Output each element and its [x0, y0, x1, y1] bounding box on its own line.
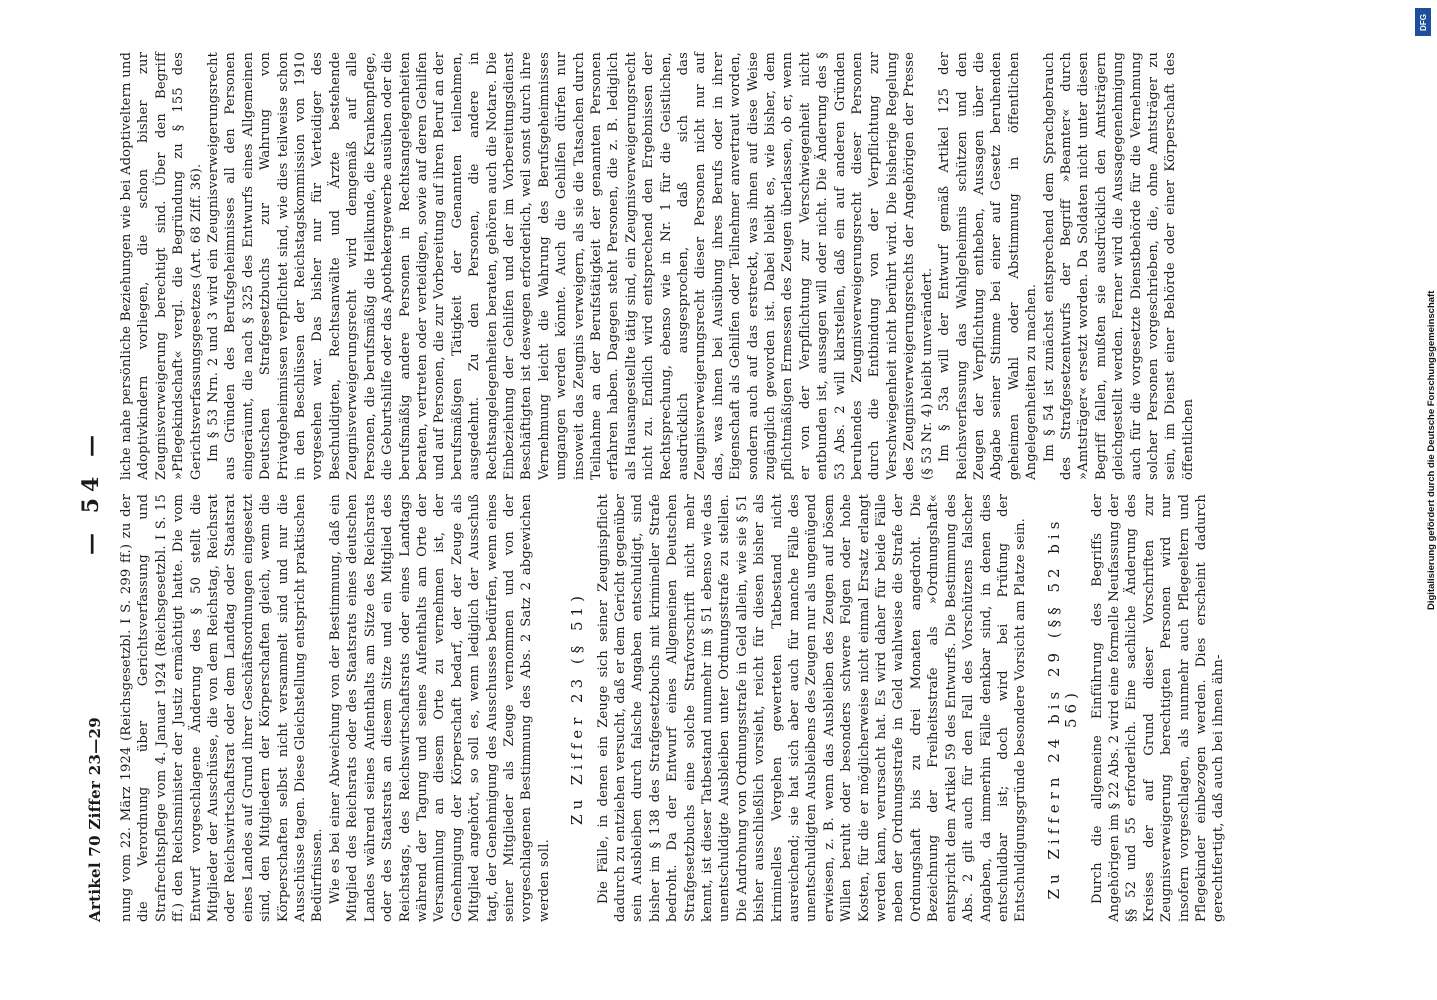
paragraph: liche nahe persönliche Beziehungen wie bei Adoptiveltern und Adoptivkindern vorliegen, die schon bisher zur Zeugnisverweigerung berechtigt sind. Über den Begriff »Pflegekindschaft« vergl. die Begründung zu § 155 des Gerichtsverfassungsgesetzes (Art. 68 Ziff. 36). [119, 52, 204, 480]
dfg-logo-text: DFG [1418, 13, 1428, 31]
paragraph: Durch die allgemeine Einführung des Begriffs der Angehörigen im § 22 Abs. 2 wird eine formelle Neufassung der §§ 52 und 55 erforderlich. Eine sachliche Änderung des Kreises der auf Grund dieser Vorschriften zur Zeugnisverweigerung berechtigten Personen wird nur insofern vorgeschlagen, als nunmehr auch Pflegeeltern und Pflegekinder einbezogen werden. Dies erscheint dadurch gerechtfertigt, daß auch bei ihnen ähn- [1089, 494, 1227, 922]
running-head: Artikel 70 Ziffer 23—29 [86, 717, 104, 922]
right-text-column [118, 52, 1197, 480]
digitization-sidebar [1412, 0, 1437, 1000]
section-heading: Zu Ziffer 23 (§ 51) [568, 591, 587, 825]
page-header [78, 62, 108, 922]
paragraph: nung vom 22. März 1924 (Reichsgesetzbl. I S. 299 ff.) zu der die Verordnung über Gerichtsverfassung und Strafrechtspflege vom 4. Januar 1924 (Reichsgesetzbl. I S. 15 ff.) den Reichsminister der Justiz ermächtigt hatte. Die vom Entwurf vorgeschlagene Änderung des § 50 stellt die Mitglieder der Ausschüsse, die von dem Reichstag, Reichsrat oder Reichswirtschaftsrat oder dem Landtag oder Staatsrat eines Landes auf Grund ihrer Geschäftsordnungen eingesetzt sind, den Mitgliedern der Körperschaften gleich, wenn die Körperschaften selbst nicht versammelt sind und nur die Ausschüsse tagen. Diese Gleichstellung entspricht praktischen Bedürfnissen. [119, 494, 326, 922]
left-text-column [118, 494, 1228, 922]
section-heading: Zu Ziffern 24 bis 29 (§§ 52 bis 56) [1044, 516, 1081, 900]
page-number: — 54 — [78, 429, 104, 555]
paragraph: Im § 54 ist zunächst entsprechend dem Sprachgebrauch des Strafgesetzentwurfs der Begriff »Beamter« durch »Amtsträger« ersetzt worden. Da Soldaten nicht unter diesen Begriff fallen, mußten sie ausdrücklich den Amtsträgern gleichgestellt werden. Ferner wird die Aussagegenehmigung auch für die vorgesetzte Dienstbehörde für die Vernehmung solcher Personen vorgeschrieben, die, ohne Amtsträger zu sein, im Dienst einer Behörde oder einer Körperschaft des öffentlichen [1041, 52, 1196, 480]
paragraph: Die Fälle, in denen ein Zeuge sich seiner Zeugnispflicht dadurch zu entziehen versucht, daß er dem Gericht gegenüber sein Ausbleiben durch falsche Angaben entschuldigt, sind bisher im § 138 des Strafgesetzbuchs mit krimineller Strafe bedroht. Da der Entwurf eines Allgemeinen Deutschen Strafgesetzbuchs eine solche Strafvorschrift nicht mehr kennt, ist dieser Tatbestand nunmehr im § 51 ebenso wie das unentschuldigte Ausbleiben unter Ordnungsstrafe zu stellen. Die Androhung von Ordnungsstrafe in Geld allein, wie sie § 51 bisher ausschließlich vorsieht, reicht für diesen bisher als kriminelles Vergehen gewerteten Tatbestand nicht ausreichend; sie hat sich aber auch für manche Fälle des unentschuldigten Ausbleibens des Zeugen nur als ungenügend erwiesen, z. B. wenn das Ausbleiben des Zeugen auf bösem Willen beruht oder besonders schwere Folgen oder hohe Kosten, für die er möglicherweise nicht einmal Ersatz erlangt werden kann, verursacht hat. Es wird daher für beide Fälle neben der Ordnungsstrafe in Geld wahlweise die Strafe der Ordnungshaft bis zu drei Monaten angedroht. Die Bezeichnung der Freiheitsstrafe als »Ordnungshaft« entspricht dem Artikel 59 des Entwurfs. Die Bestimmung des Abs. 2 gilt auch für den Fall des Vorschützens falscher Angaben, da immerhin Fälle denkbar sind, in denen dies entschuldbar ist; doch wird bei Prüfung der Entschuldigungsgründe besondere Vorsicht am Platze sein. [595, 494, 1029, 922]
dfg-logo [1415, 8, 1431, 36]
paragraph: Im § 53 Nrn. 2 und 3 wird ein Zeugnisverweigerungsrecht aus Gründen des Berufsgeheimnisses all den Personen eingeräumt, die nach § 325 des Entwurfs eines Allgemeinen Deutschen Strafgesetzbuchs zur Wahrung von Privatgeheimnissen verpflichtet sind, wie dies teilweise schon in den Beschlüssen der Reichstagskommission von 1910 vorgesehen war. Das bisher nur für Verteidiger des Beschuldigten, Rechtsanwälte und Ärzte bestehende Zeugnisverweigerungsrecht wird demgemäß auf alle Personen, die berufsmäßig die Heilkunde, die Krankenpflege, die Geburtshilfe oder das Apothekergewerbe ausüben oder die berufsmäßig andere Personen in Rechtsangelegenheiten beraten, vertreten oder verteidigen, sowie auf deren Gehilfen und auf Personen, die zur Vorbereitung auf ihren Beruf an der berufsmäßigen Tätigkeit der Genannten teilnehmen, ausgedehnt. Zu den Personen, die andere in Rechtsangelegenheiten beraten, gehören auch die Notare. Die Einbeziehung der Gehilfen und der im Vorbereitungsdienst Beschäftigten ist deswegen erforderlich, weil sonst durch ihre Vernehmung leicht die Wahrung des Berufsgeheimnisses umgangen werden könnte. Auch die Gehilfen dürfen nur insoweit das Zeugnis verweigern, als sie die Tatsachen durch Teilnahme an der Berufstätigkeit der genannten Personen erfahren haben. Dagegen steht Personen, die z. B. lediglich als Hausangestellte tätig sind, ein Zeugnisverweigerungsrecht nicht zu. Endlich wird entsprechend den Ergebnissen der Rechtsprechung, ebenso wie in Nr. 1 für die Geistlichen, ausdrücklich ausgesprochen, daß sich das Zeugnisverweigerungsrecht dieser Personen nicht nur auf das, was ihnen bei Ausübung ihres Berufs oder in ihrer Eigenschaft als Gehilfen oder Teilnehmer anvertraut worden, sondern auch auf das erstreckt, was ihnen auf diese Weise zugänglich geworden ist. Dabei bleibt es, wie bisher, dem pflichtmäßigen Ermessen des Zeugen überlassen, ob er, wenn er von der Verpflichtung zur Verschwiegenheit nicht entbunden ist, aussagen will oder nicht. Die Änderung des § 53 Abs. 2 will klarstellen, daß ein auf anderen Gründen beruhendes Zeugnisverweigerungsrecht dieser Personen durch die Entbindung von der Verpflichtung zur Verschwiegenheit nicht berührt wird. Die bisherige Regelung des Zeugnisverweigerungsrechts der Angehörigen der Presse (§ 53 Nr. 4) bleibt unverändert. [206, 52, 935, 480]
paragraph: Im § 53a will der Entwurf gemäß Artikel 125 der Reichsverfassung das Wahlgeheimnis schützen und den Zeugen der Verpflichtung entheben, Aussagen über die Abgabe seiner Stimme bei einer auf Gesetz beruhenden geheimen Wahl oder Abstimmung in öffentlichen Angelegenheiten zu machen. [937, 52, 1040, 480]
digitization-credit: Digitalisierung gefördert durch die Deutsche Forschungsgemeinschaft [1426, 290, 1437, 610]
paragraph: Wie es bei einer Abweichung von der Bestimmung, daß ein Mitglied des Reichsrats oder des Staatsrats eines deutschen Landes während seines Aufenthalts am Sitze des Reichsrats oder des Staatsrats an diesem Sitze und ein Mitglied des Reichstags, des Reichswirtschaftsrats oder eines Landtags während der Tagung und seines Aufenthalts am Orte der Versammlung an diesem Orte zu vernehmen ist, der Genehmigung der Körperschaft bedarf, der der Zeuge als Mitglied angehört, so soll es, wenn lediglich der Ausschuß tagt, der Genehmigung des Ausschusses bedürfen, wenn eines seiner Mitglieder als Zeuge vernommen und von der vorgeschlagenen Bestimmung des Abs. 2 Satz 2 abgewichen werden soll. [327, 494, 552, 922]
